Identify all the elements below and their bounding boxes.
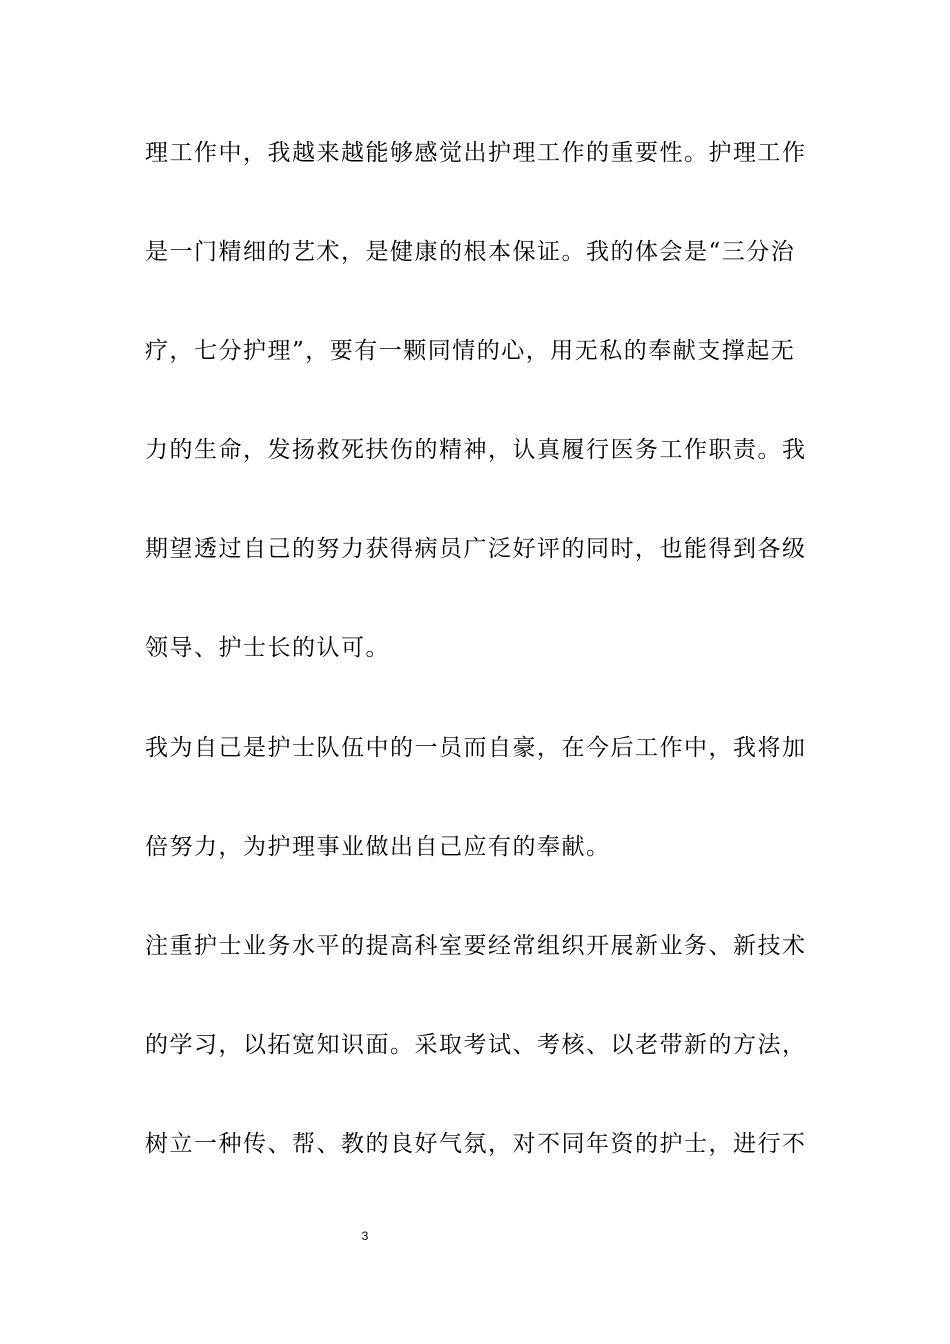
text-line: 我为自己是护士队伍中的一员而自豪，在今后工作中，我将加 [145, 735, 807, 761]
text-line: 领导、护士长的认可。 [145, 635, 390, 661]
text-line: 期望透过自己的努力获得病员广泛好评的同时，也能得到各级 [145, 536, 807, 562]
text-line: 理工作中，我越来越能够感觉出护理工作的重要性。护理工作 [145, 140, 807, 166]
text-line: 注重护士业务水平的提高科室要经常组织开展新业务、新技术 [145, 933, 807, 959]
text-line: 的学习，以拓宽知识面。采取考试、考核、以老带新的方法， [145, 1032, 807, 1058]
text-line: 是一门精细的艺术，是健康的根本保证。我的体会是“三分治 [145, 239, 796, 265]
text-line: 力的生命，发扬救死扶伤的精神，认真履行医务工作职责。我 [145, 437, 807, 463]
page-number: 3 [361, 1229, 369, 1243]
text-line: 疗，七分护理”，要有一颗同情的心，用无私的奉献支撑起无 [145, 338, 796, 364]
text-line: 树立一种传、帮、教的良好气氛，对不同年资的护士，进行不 [145, 1131, 807, 1157]
text-line: 倍努力，为护理事业做出自己应有的奉献。 [145, 834, 611, 860]
